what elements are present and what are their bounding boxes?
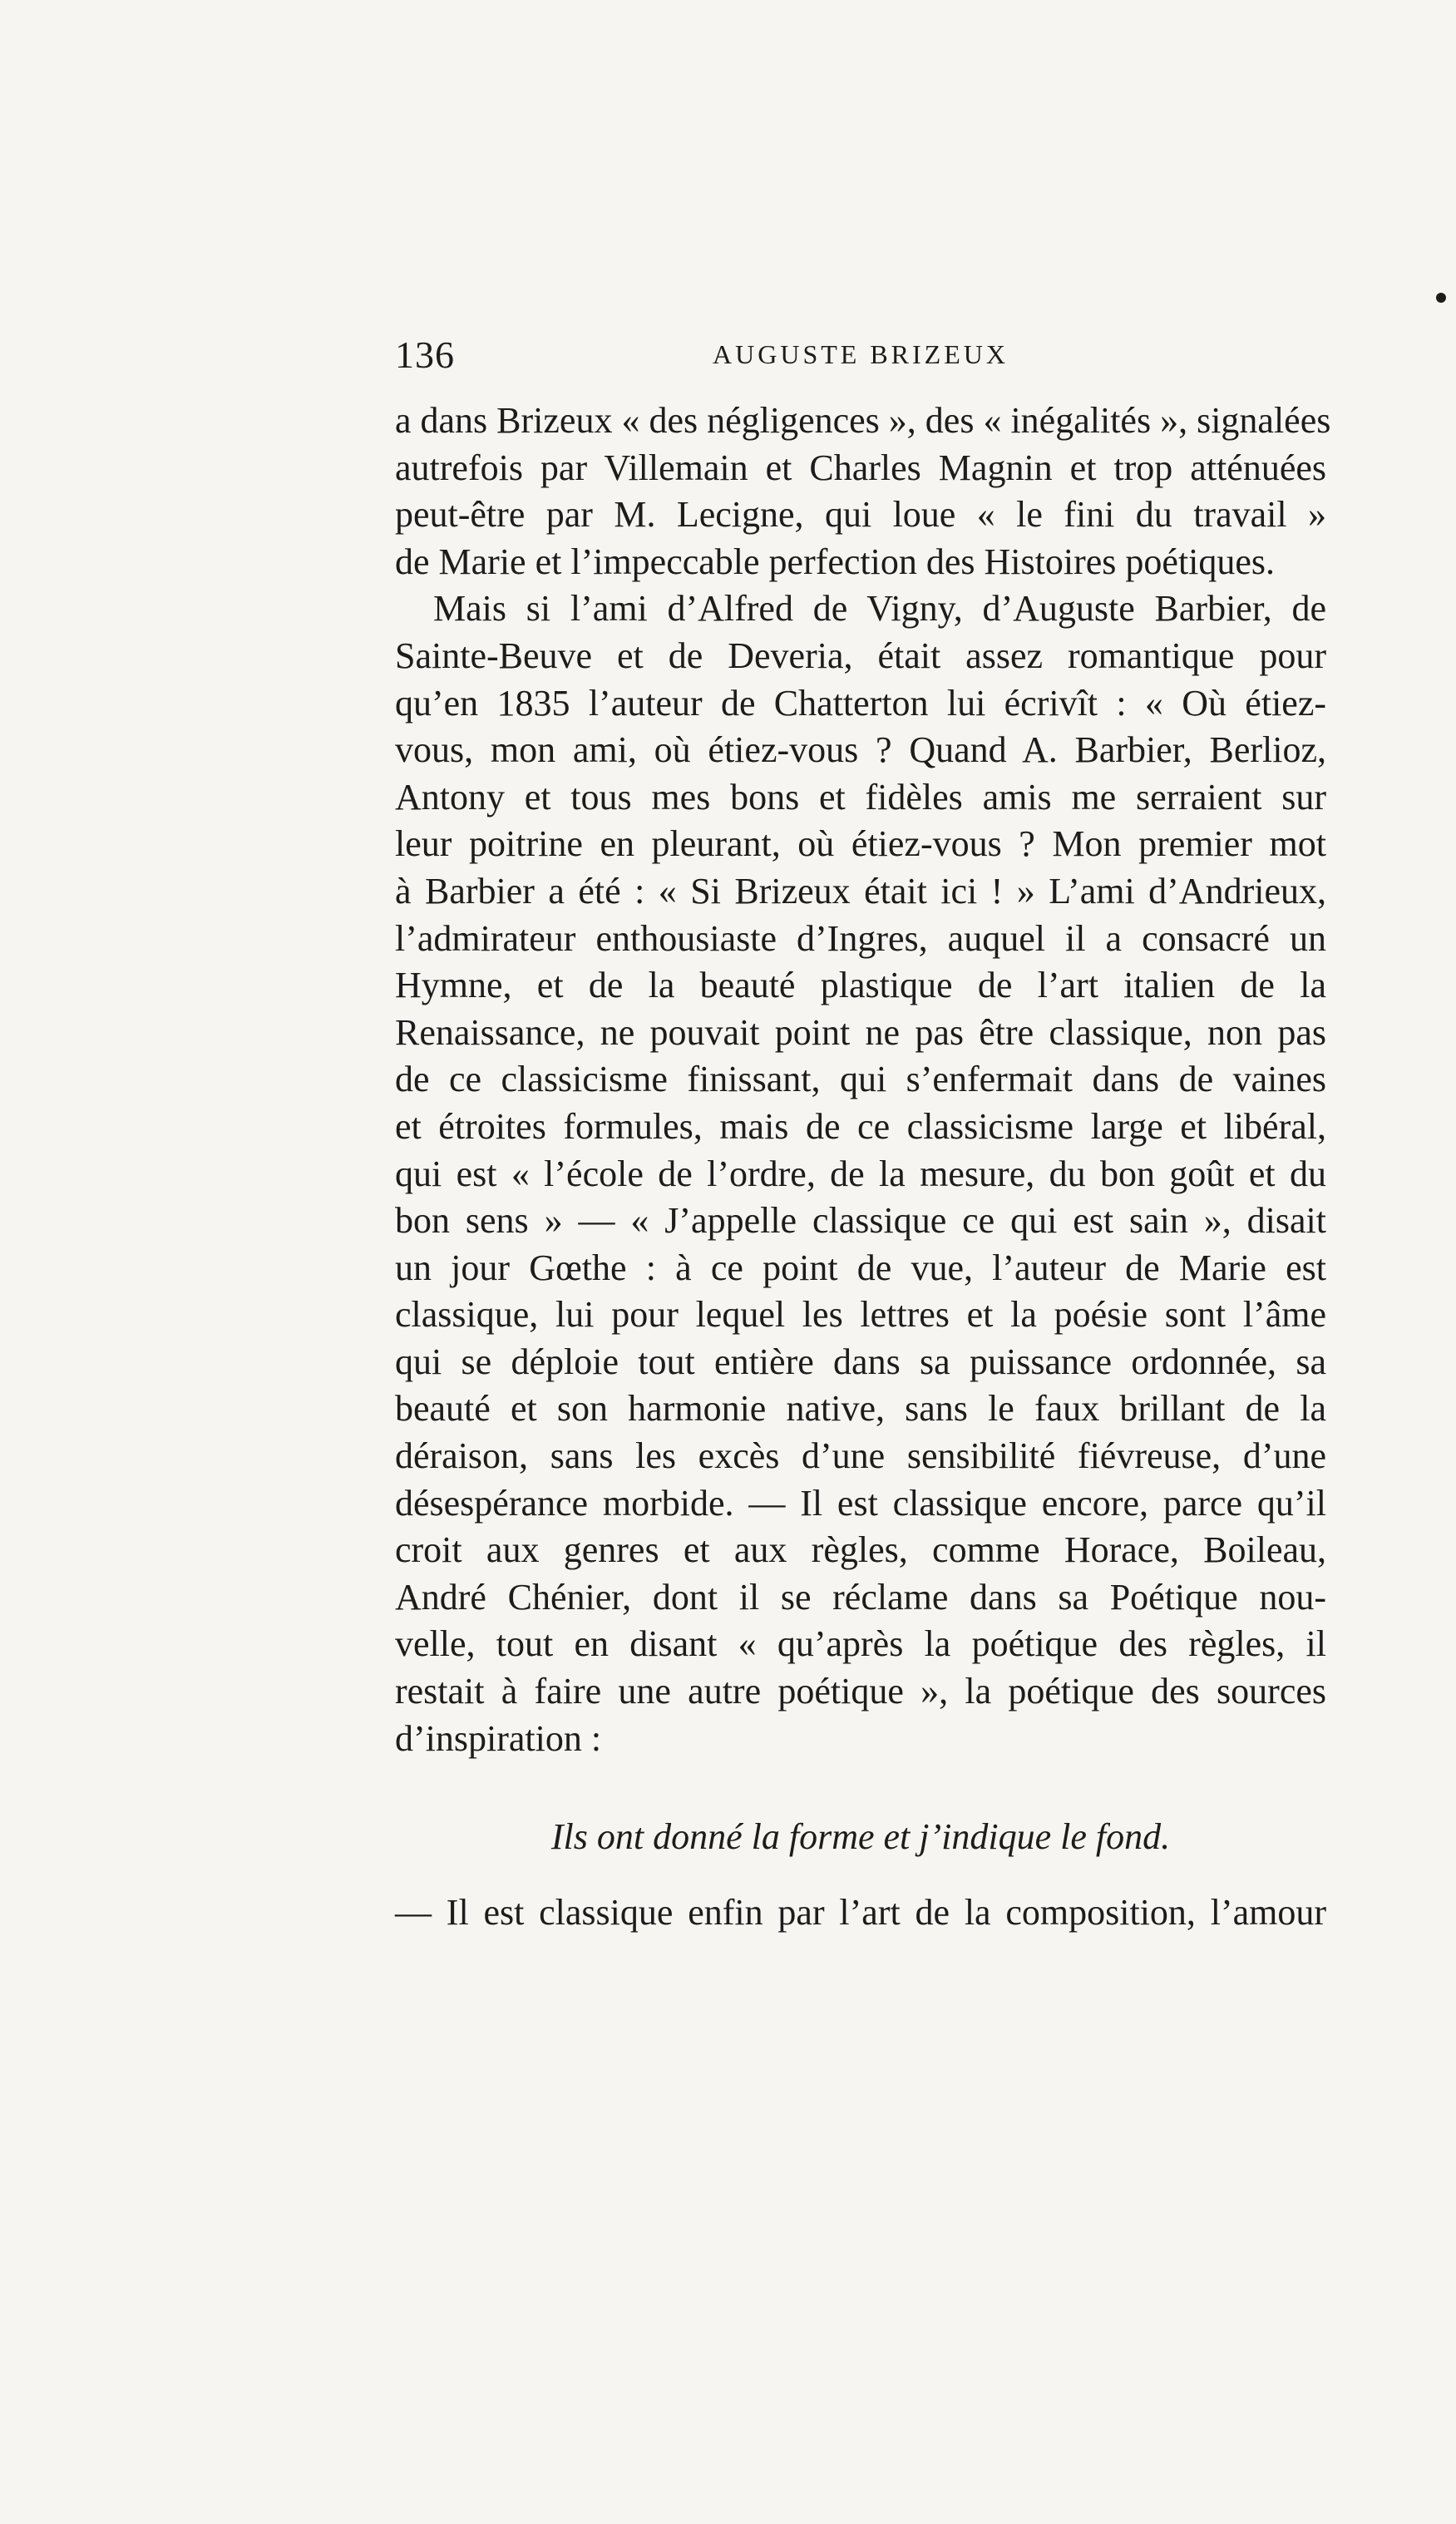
verse-quotation: Ils ont donné la forme et j’indique le fond. bbox=[550, 1816, 1171, 1857]
ink-speck bbox=[1436, 293, 1446, 303]
paragraph-1 bbox=[395, 398, 1331, 585]
text-line: l’admirateur enthousiaste d’Ingres, auquel il a consacré un bbox=[395, 917, 1326, 959]
text-line: leur poitrine en pleurant, où étiez-vous ? Mon premier mot bbox=[395, 823, 1326, 865]
text-line: beauté et son harmonie native, sans le faux brillant de la bbox=[395, 1388, 1326, 1430]
text-line: — Il est classique enfin par l’art de la composition, l’amour bbox=[395, 1892, 1326, 1933]
text-line: un jour Gœthe : à ce point de vue, l’auteur de Marie est bbox=[395, 1247, 1326, 1288]
text-line: de Marie et l’impeccable perfection des Histoires poétiques. bbox=[395, 541, 1276, 582]
text-line: qu’en 1835 l’auteur de Chatterton lui écrivît : « Où étiez- bbox=[395, 682, 1326, 724]
text-line: Antony et tous mes bons et fidèles amis me serraient sur bbox=[395, 776, 1326, 817]
body-text bbox=[395, 398, 1331, 1762]
text-line: Hymne, et de la beauté plastique de l’art italien de la bbox=[395, 965, 1326, 1006]
text-line: et étroites formules, mais de ce classicisme large et libéral, bbox=[395, 1105, 1326, 1147]
text-line: croit aux genres et aux règles, comme Horace, Boileau, bbox=[395, 1529, 1326, 1571]
text-line: a dans Brizeux « des négligences », des « inégalités », signalées bbox=[395, 400, 1331, 441]
text-line: vous, mon ami, où étiez-vous ? Quand A. Barbier, Berlioz, bbox=[395, 729, 1326, 771]
paragraph-2 bbox=[395, 585, 1326, 1762]
text-line: classique, lui pour lequel les lettres et la poésie sont l’âme bbox=[395, 1294, 1326, 1336]
text-line: Mais si l’ami d’Alfred de Vigny, d’Auguste Barbier, de bbox=[433, 588, 1326, 630]
text-line: de ce classicisme finissant, qui s’enfermait dans de vaines bbox=[395, 1059, 1326, 1100]
text-line: restait à faire une autre poétique », la poétique des sources bbox=[395, 1671, 1326, 1712]
text-line: qui est « l’école de l’ordre, de la mesure, du bon goût et du bbox=[395, 1153, 1326, 1194]
text-line: autrefois par Villemain et Charles Magnin et trop atténuées bbox=[395, 447, 1326, 488]
text-line: désespérance morbide. — Il est classique encore, parce qu’il bbox=[395, 1482, 1326, 1524]
page-header bbox=[395, 333, 1326, 383]
text-line: velle, tout en disant « qu’après la poétique des règles, il bbox=[395, 1623, 1326, 1665]
page-number: 136 bbox=[395, 333, 455, 376]
text-line: peut-être par M. Lecigne, qui loue « le fini du travail » bbox=[395, 494, 1326, 536]
text-line: déraison, sans les excès d’une sensibilité fiévreuse, d’une bbox=[395, 1435, 1326, 1477]
text-line: Renaissance, ne pouvait point ne pas être classique, non pas bbox=[395, 1011, 1326, 1053]
text-line: André Chénier, dont il se réclame dans sa Poétique nou- bbox=[395, 1576, 1326, 1618]
text-line: d’inspiration : bbox=[395, 1717, 602, 1759]
text-line: bon sens » — « J’appelle classique ce qui est sain », disait bbox=[395, 1200, 1326, 1242]
text-line: Sainte-Beuve et de Deveria, était assez romantique pour bbox=[395, 635, 1326, 676]
running-title: AUGUSTE BRIZEUX bbox=[713, 339, 1009, 369]
text-line: qui se déploie tout entière dans sa puissance ordonnée, sa bbox=[395, 1341, 1326, 1382]
text-line: à Barbier a été : « Si Brizeux était ici ! » L’ami d’Andrieux, bbox=[395, 870, 1326, 911]
